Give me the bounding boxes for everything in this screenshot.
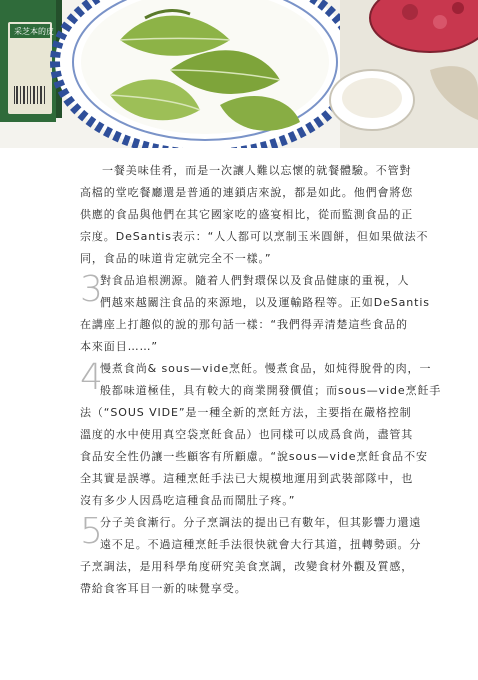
text-line: 宗度。DeSantis表示：“人人都可以烹制玉米圓餅，但如果做法不 <box>80 230 429 243</box>
text-line: 全其實是誤導。這種烹飪手法已大規模地運用到武裝部隊中，也 <box>80 472 414 485</box>
text-line: 一餐美味佳肴，而是一次讓人難以忘懷的就餐體驗。不管對 <box>102 164 412 177</box>
food-photo <box>0 0 478 148</box>
paragraph-5 <box>80 512 420 600</box>
box-label: 采芝本的皮 <box>14 27 54 36</box>
text-line: 般都味道極佳，具有較大的商業開發價值；而sous—vide烹飪手 <box>100 384 442 397</box>
text-line: 們越來越關注食品的來源地，以及運輸路程等。正如DeSantis <box>100 296 430 309</box>
text-line: 同，食品的味道肯定就完全不一樣。” <box>80 252 272 265</box>
text-line: 在講座上打趣似的說的那句話一樣：“我們得弄清楚這些食品的 <box>80 318 408 331</box>
text-line: 慢煮食尚& sous—vide烹飪。慢煮食品，如炖得脫骨的肉，一 <box>100 362 432 375</box>
paragraph-intro <box>80 160 429 270</box>
text-line: 供應的食品與他們在其它國家吃的盛宴相比，從而監測食品的正 <box>80 208 414 221</box>
text-line: 本來面目……” <box>80 340 158 353</box>
green-box <box>0 0 62 122</box>
text-line: 帶給食客耳目一新的味覺享受。 <box>80 582 247 595</box>
section-number: 3 <box>80 269 104 310</box>
section-number: 5 <box>80 511 104 552</box>
text-line: 子烹調法，是用科學角度研究美食烹調，改變食材外觀及質感， <box>80 560 414 573</box>
text-line: 沒有多少人因爲吃這種食品而鬧肚子疼。” <box>80 494 296 507</box>
text-line: 食品安全性仍讓一些顧客有所顧慮。“說sous—vide烹飪食品不安 <box>80 450 428 463</box>
food-photo-illustration <box>0 0 478 148</box>
text-line: 溫度的水中使用真空袋烹飪食品）也同樣可以成爲食尚，盡管其 <box>80 428 414 441</box>
text-line: 分子美食漸行。分子烹調法的提出已有數年，但其影響力還遠 <box>100 516 422 529</box>
text-line: 對食品追根溯源。隨着人們對環保以及食品健康的重視，人 <box>100 274 410 287</box>
text-line: 遠不足。不過這種烹飪手法很快就會大行其道，扭轉勢頭。分 <box>100 538 422 551</box>
article-body <box>80 160 442 600</box>
text-line: 高檔的堂吃餐廳還是普通的連鎖店來說，都是如此。他們會將您 <box>80 186 414 199</box>
section-number: 4 <box>80 357 104 398</box>
text-line: 法（“SOUS VIDE”是一種全新的烹飪方法，主要指在嚴格控制 <box>80 406 412 419</box>
dessert-bowl <box>330 0 478 148</box>
paragraph-4 <box>80 357 442 512</box>
paragraph-3 <box>80 269 430 358</box>
